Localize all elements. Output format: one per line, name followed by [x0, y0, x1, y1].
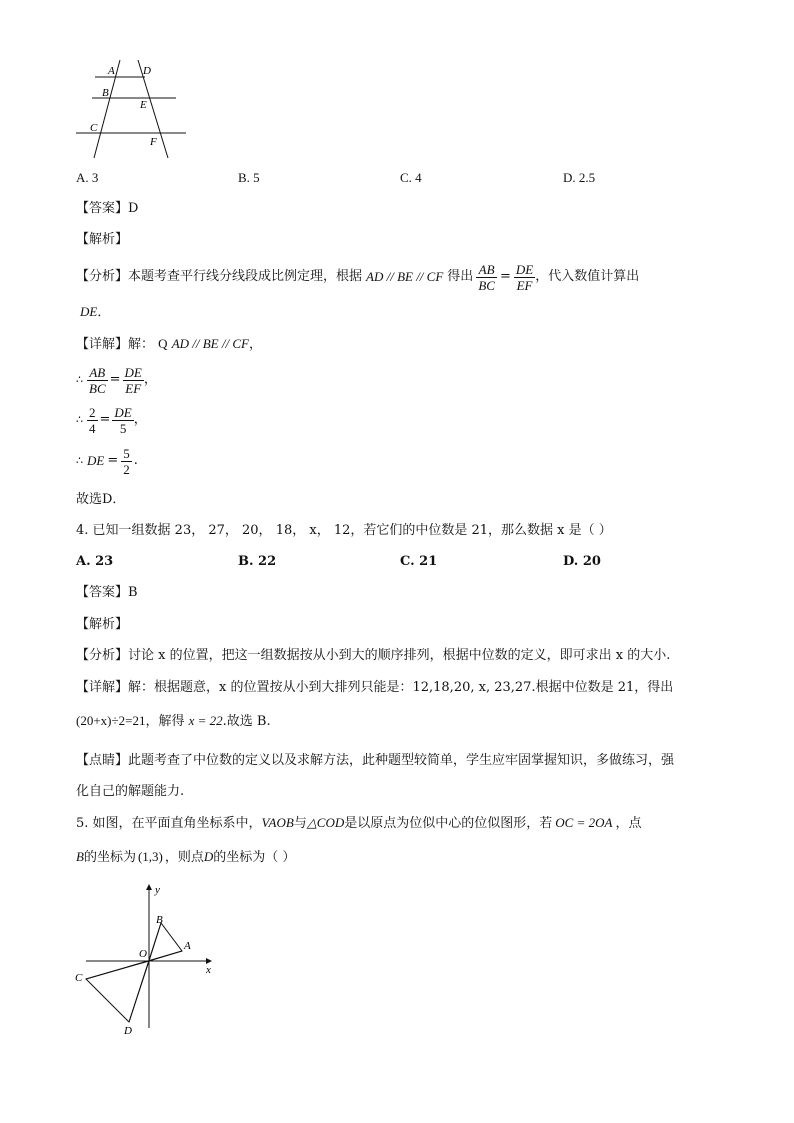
q4-option-c: C. 21	[400, 554, 438, 569]
q3-fenxi-tail: ，代入数值计算出	[535, 269, 640, 284]
therefore-sign: ∴	[76, 454, 83, 467]
label-d: D	[124, 1025, 132, 1037]
q5-line2-a: 的坐标为	[83, 850, 136, 865]
label-a: A	[108, 65, 115, 77]
label-c: C	[90, 122, 98, 134]
q5-coord: (1,3)	[137, 849, 163, 864]
step1-frac-left	[87, 365, 108, 396]
step2-eq: =	[99, 412, 111, 427]
step3-eq: =	[107, 453, 119, 468]
q5-line2-c: ，则点	[164, 850, 204, 865]
line-b-d	[129, 923, 161, 1022]
frac-den: EF	[516, 277, 533, 293]
step3-lhs: DE	[87, 453, 105, 468]
q4-detail-line1: 【详解】解：根据题意，x 的位置按从小到大排列只能是：12,18,20, x, 23,27.根据中位数是 21，得出	[76, 680, 674, 695]
label-b: B	[156, 914, 163, 926]
q3-detail-cond: AD // BE // CF	[171, 336, 249, 351]
label-f: F	[150, 136, 157, 148]
q3-step1	[76, 361, 157, 399]
q4-dianjing-line1: 【点睛】此题考查了中位数的定义以及求解方法，此种题型较简单，学生应牢固掌握知识，多做练习，强	[76, 753, 675, 768]
frac-num: DE	[515, 261, 534, 277]
q3-answer: 【答案】D	[76, 201, 139, 216]
q5-stem-line1	[76, 815, 641, 832]
frac-num: AB	[87, 365, 108, 381]
frac-den: 5	[119, 420, 127, 436]
q3-fenxi-cond: AD // BE // CF	[366, 269, 444, 284]
q3-detail-lead: 【详解】解：	[76, 337, 155, 352]
step1-eq: =	[109, 372, 121, 387]
q4-detail-x: x = 22	[188, 713, 223, 728]
step3-end: .	[133, 453, 138, 468]
therefore-sign: ∴	[76, 413, 83, 426]
frac-num: DE	[124, 364, 142, 380]
therefore-sign: ∴	[76, 373, 83, 386]
q3-option-a: A. 3	[76, 170, 99, 185]
q3-fenxi-eq: =	[499, 269, 511, 284]
q3-detail-sym: Q	[158, 336, 168, 351]
q5-stem-d: ，点	[615, 816, 642, 831]
step2-frac-right	[112, 405, 133, 436]
q5-stem-a: 5. 如图，在平面直角坐标系中，	[76, 816, 262, 831]
label-d: D	[143, 65, 151, 77]
q3-fenxi-frac1	[476, 262, 497, 293]
q3-step3	[76, 442, 138, 480]
q3-option-c: C. 4	[400, 170, 422, 185]
step2-end: ，	[133, 412, 147, 427]
label-c: C	[75, 972, 83, 984]
q4-detail-line2	[76, 713, 271, 730]
step1-frac-right	[123, 365, 144, 396]
q4-jiexi: 【解析】	[76, 617, 129, 632]
q5-tri2: △COD	[306, 815, 345, 830]
q5-point-b: B	[76, 849, 84, 864]
frac-den: 4	[89, 420, 96, 436]
q3-fenxi-de-line	[80, 304, 110, 321]
q3-option-d: D. 2.5	[563, 170, 596, 185]
y-arrow	[146, 884, 152, 890]
frac-den: 2	[123, 461, 130, 477]
transversal-left	[94, 60, 120, 158]
q3-detail	[76, 336, 262, 353]
frac-num: 2	[89, 404, 96, 420]
q4-option-a: A. 23	[76, 554, 114, 569]
q5-line2-e: 的坐标为（ ）	[213, 850, 296, 865]
parallel-lines-figure	[70, 58, 200, 162]
frac-num: DE	[114, 404, 132, 420]
label-a: A	[184, 940, 191, 952]
q5-stem-b: 与	[293, 816, 307, 831]
q3-fenxi-frac2	[514, 262, 535, 293]
q5-tri1: VAOB	[261, 815, 294, 830]
axis-label-y: y	[155, 884, 160, 896]
q3-detail-comma: ，	[248, 337, 262, 352]
q4-answer: 【答案】B	[76, 585, 138, 600]
step1-end: ，	[143, 372, 157, 387]
q5-stem-line2	[76, 849, 295, 866]
q5-point-d: D	[203, 849, 214, 864]
axis-label-x: x	[206, 964, 211, 976]
line-a-c	[86, 951, 182, 979]
step2-frac-left	[87, 405, 98, 436]
q5-stem-c: 是以原点为位似中心的位似图形，若	[344, 816, 553, 831]
q4-stem: 4. 已知一组数据 23， 27， 20， 18， x， 12，若它们的中位数是 21，那么数据 x 是（ ）	[76, 523, 612, 538]
q4-option-b: B. 22	[238, 554, 277, 569]
frac-den: BC	[478, 277, 495, 293]
q3-fenxi-end: ．	[97, 305, 111, 320]
q3-jiexi: 【解析】	[76, 232, 129, 247]
q3-fenxi	[76, 258, 639, 296]
frac-den: EF	[125, 380, 142, 396]
q3-fenxi-lead: 【分析】本题考查平行线分线段成比例定理，根据	[76, 269, 363, 284]
q3-option-b: B. 5	[238, 170, 260, 185]
label-o: O	[139, 948, 147, 960]
frac-num: AB	[476, 262, 497, 278]
label-e: E	[140, 99, 147, 111]
step3-frac	[121, 446, 132, 477]
coordinate-figure	[66, 880, 226, 1040]
q4-detail-mid: ，解得	[145, 714, 185, 729]
q3-fenxi-de: DE	[80, 304, 98, 319]
q4-option-d: D. 20	[563, 554, 601, 569]
q3-choose: 故选D．	[76, 492, 126, 507]
frac-num: 5	[123, 445, 130, 461]
q4-fenxi: 【分析】讨论 x 的位置，把这一组数据按从小到大的顺序排列，根据中位数的定义，即可求出 x 的大小.	[76, 648, 671, 663]
label-b: B	[102, 87, 109, 99]
frac-den: BC	[89, 380, 106, 396]
q4-dianjing-line2: 化自己的解题能力.	[76, 784, 185, 799]
q3-fenxi-mid: 得出	[447, 269, 474, 284]
q3-step2	[76, 401, 147, 439]
q4-detail-expr: (20+x)÷2=21	[76, 713, 146, 728]
q5-cond: OC = 2OA	[555, 815, 613, 830]
q4-detail-end: .故选 B.	[222, 714, 271, 729]
